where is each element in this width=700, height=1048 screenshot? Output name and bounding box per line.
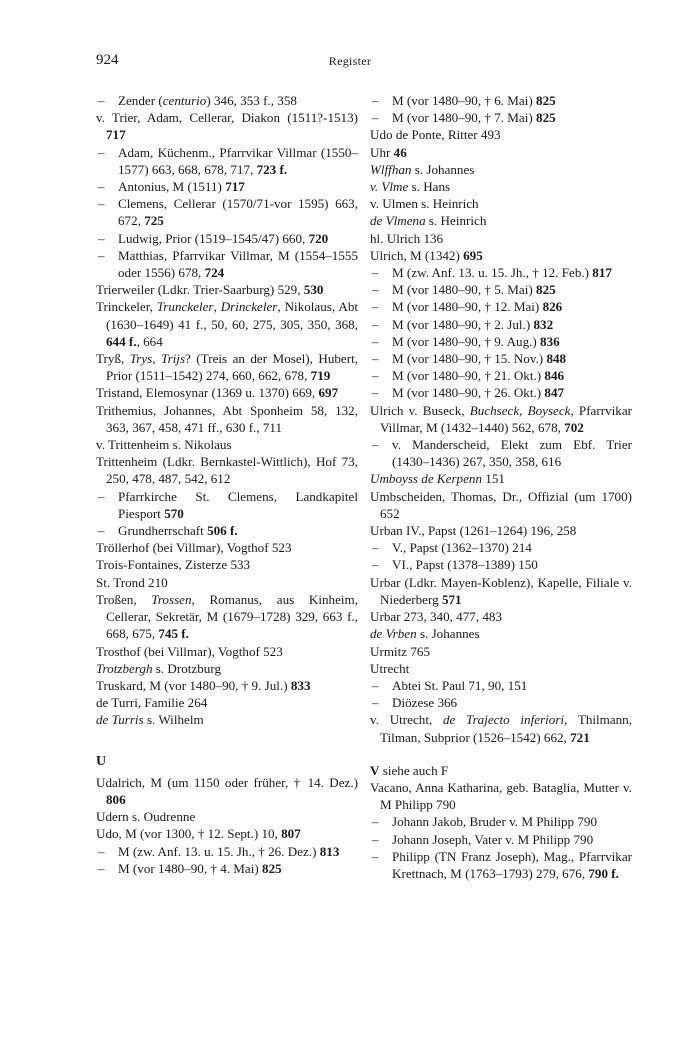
index-subentry: – v. Manderscheid, Elekt zum Ebf. Trier (1430–1436) 267, 350, 358, 616 — [370, 436, 632, 470]
index-entry: Urbar (Ldkr. Mayen-Koblenz), Kapelle, Filiale v. Niederberg 571 — [370, 574, 632, 607]
index-entry: Trosthof (bei Villmar), Vogthof 523 — [96, 643, 283, 659]
index-entry: v. Trittenheim s. Nikolaus — [96, 437, 232, 453]
index-entry: de Vrben s. Johannes — [370, 626, 480, 642]
index-entry: Troßen, Trossen, Romanus, aus Kinheim, Cellerar, Sekretär, M (1679–1728) 329, 663 f., 668, 675, 745 f. — [96, 591, 358, 642]
index-entry: Udalrich, M (um 1150 oder früher, † 14. Dez.) 806 — [96, 774, 358, 807]
index-subentry: – Philipp (TN Franz Joseph), Mag., Pfarrvikar Krettnach, M (1763–1793) 279, 676, 790 f. — [370, 848, 632, 882]
index-entry: Uhr 46 — [370, 144, 407, 160]
index-entry: Trinckeler, Trunckeler, Drinckeler, Nikolaus, Abt (1630–1649) 41 f., 50, 60, 275, 305, 350, 368, 644 f., 664 — [96, 299, 359, 349]
index-entry: Tröllerhof (bei Villmar), Vogthof 523 — [96, 540, 292, 556]
section-gap — [96, 729, 358, 745]
index-entry: Trittenheim (Ldkr. Bernkastel-Wittlich), Hof 73, 250, 478, 487, 542, 612 — [96, 454, 358, 487]
index-subentry: – Matthias, Pfarrvikar Villmar, M (1554–1555 oder 1556) 678, 724 — [96, 247, 358, 281]
section-letter: U — [96, 753, 107, 769]
index-subentry: – M (vor 1480–90, † 15. Nov.) 848 — [370, 350, 632, 367]
section-gap — [370, 746, 632, 762]
index-subentry: – Clemens, Cellerar (1570/71-vor 1595) 663, 672, 725 — [96, 195, 358, 229]
index-subentry: – M (vor 1480–90, † 4. Mai) 825 — [96, 860, 358, 877]
index-subentry: – M (zw. Anf. 13. u. 15. Jh., † 26. Dez.) 813 — [96, 843, 358, 860]
index-subentry: – M (vor 1480–90, † 26. Okt.) 847 — [370, 384, 632, 401]
index-subentry: – Johann Joseph, Vater v. M Philipp 790 — [370, 831, 632, 848]
index-entry: Wlffhan s. Johannes — [370, 161, 475, 177]
index-subentry: – M (zw. Anf. 13. u. 15. Jh., † 12. Feb.) 817 — [370, 264, 632, 281]
index-entry: Tristand, Elemosynar (1369 u. 1370) 669, 697 — [96, 385, 339, 401]
index-subentry: – Pfarrkirche St. Clemens, Landkapitel Piesport 570 — [96, 488, 358, 522]
index-subentry: – Johann Jakob, Bruder v. M Philipp 790 — [370, 813, 632, 830]
index-subentry: – Zender (centurio) 346, 353 f., 358 — [96, 92, 358, 109]
index-entry: hl. Ulrich 136 — [370, 230, 444, 246]
index-subentry: – Grundherrschaft 506 f. — [96, 522, 358, 539]
index-subentry: – Abtei St. Paul 71, 90, 151 — [370, 677, 632, 694]
index-entry: Udern s. Oudrenne — [96, 809, 196, 825]
index-subentry: – V., Papst (1362–1370) 214 — [370, 539, 632, 556]
index-entry: V siehe auch F — [370, 762, 449, 778]
index-entry: Utrecht — [370, 660, 410, 676]
index-entry: Umbscheiden, Thomas, Dr., Offizial (um 1700) 652 — [370, 488, 632, 521]
index-entry: de Vlmena s. Heinrich — [370, 213, 487, 229]
index-entry: St. Trond 210 — [96, 574, 168, 590]
index-entry: de Turri, Familie 264 — [96, 695, 208, 711]
index-entry: Ulrich, M (1342) 695 — [370, 247, 483, 263]
index-entry: Urban IV., Papst (1261–1264) 196, 258 — [370, 523, 577, 539]
index-subentry: – M (vor 1480–90, † 12. Mai) 826 — [370, 298, 632, 315]
index-column-left — [96, 92, 358, 877]
index-subentry: – M (vor 1480–90, † 6. Mai) 825 — [370, 92, 632, 109]
index-entry: Udo, M (vor 1300, † 12. Sept.) 10, 807 — [96, 826, 301, 842]
index-subentry: – M (vor 1480–90, † 9. Aug.) 836 — [370, 333, 632, 350]
index-entry: v. Utrecht, de Trajecto inferiori, Thilmann, Tilman, Subprior (1526–1542) 662, 721 — [370, 712, 633, 745]
index-entry: v. Vlme s. Hans — [370, 179, 451, 195]
index-column-right — [370, 92, 632, 882]
index-entry: Vacano, Anna Katharina, geb. Bataglia, Mutter v. M Philipp 790 — [370, 779, 632, 813]
index-subentry: – Ludwig, Prior (1519–1545/47) 660, 720 — [96, 230, 358, 247]
index-entry: Trithemius, Johannes, Abt Sponheim 58, 132, 363, 367, 458, 471 ff., 630 f., 711 — [96, 402, 358, 435]
index-entry: Trois-Fontaines, Zisterze 533 — [96, 557, 251, 573]
index-subentry: – Antonius, M (1511) 717 — [96, 178, 358, 195]
index-entry: Trotzbergh s. Drotzburg — [96, 660, 222, 676]
index-entry: Urmitz 765 — [370, 643, 431, 659]
running-head: Register — [328, 54, 372, 68]
index-entry: Trierweiler (Ldkr. Trier-Saarburg) 529, 530 — [96, 282, 324, 298]
index-subentry: – Adam, Küchenm., Pfarrvikar Villmar (1550–1577) 663, 668, 678, 717, 723 f. — [96, 144, 358, 178]
page-number: 924 — [96, 52, 119, 68]
index-subentry: – Diözese 366 — [370, 694, 632, 711]
index-entry: Tryß, Trys, Trijs? (Treis an der Mosel), Hubert, Prior (1511–1542) 274, 660, 662, 678, 719 — [96, 351, 359, 384]
index-subentry: – VI., Papst (1378–1389) 150 — [370, 556, 632, 573]
index-entry: Truskard, M (vor 1480–90, † 9. Jul.) 833 — [96, 677, 311, 693]
index-entry: Umboyss de Kerpenn 151 — [370, 471, 505, 487]
index-entry: Udo de Ponte, Ritter 493 — [370, 127, 501, 143]
index-subentry: – M (vor 1480–90, † 2. Jul.) 832 — [370, 316, 632, 333]
index-subentry: – M (vor 1480–90, † 21. Okt.) 846 — [370, 367, 632, 384]
index-entry: Urbar 273, 340, 477, 483 — [370, 609, 503, 625]
index-entry: v. Trier, Adam, Cellerar, Diakon (1511?-1513) 717 — [96, 110, 358, 143]
index-entry: de Turris s. Wilhelm — [96, 712, 204, 728]
index-subentry: – M (vor 1480–90, † 7. Mai) 825 — [370, 109, 632, 126]
index-entry: Ulrich v. Buseck, Buchseck, Boyseck, Pfarrvikar Villmar, M (1432–1440) 562, 678, 702 — [370, 402, 632, 435]
index-subentry: – M (vor 1480–90, † 5. Mai) 825 — [370, 281, 632, 298]
index-entry: v. Ulmen s. Heinrich — [370, 196, 479, 212]
